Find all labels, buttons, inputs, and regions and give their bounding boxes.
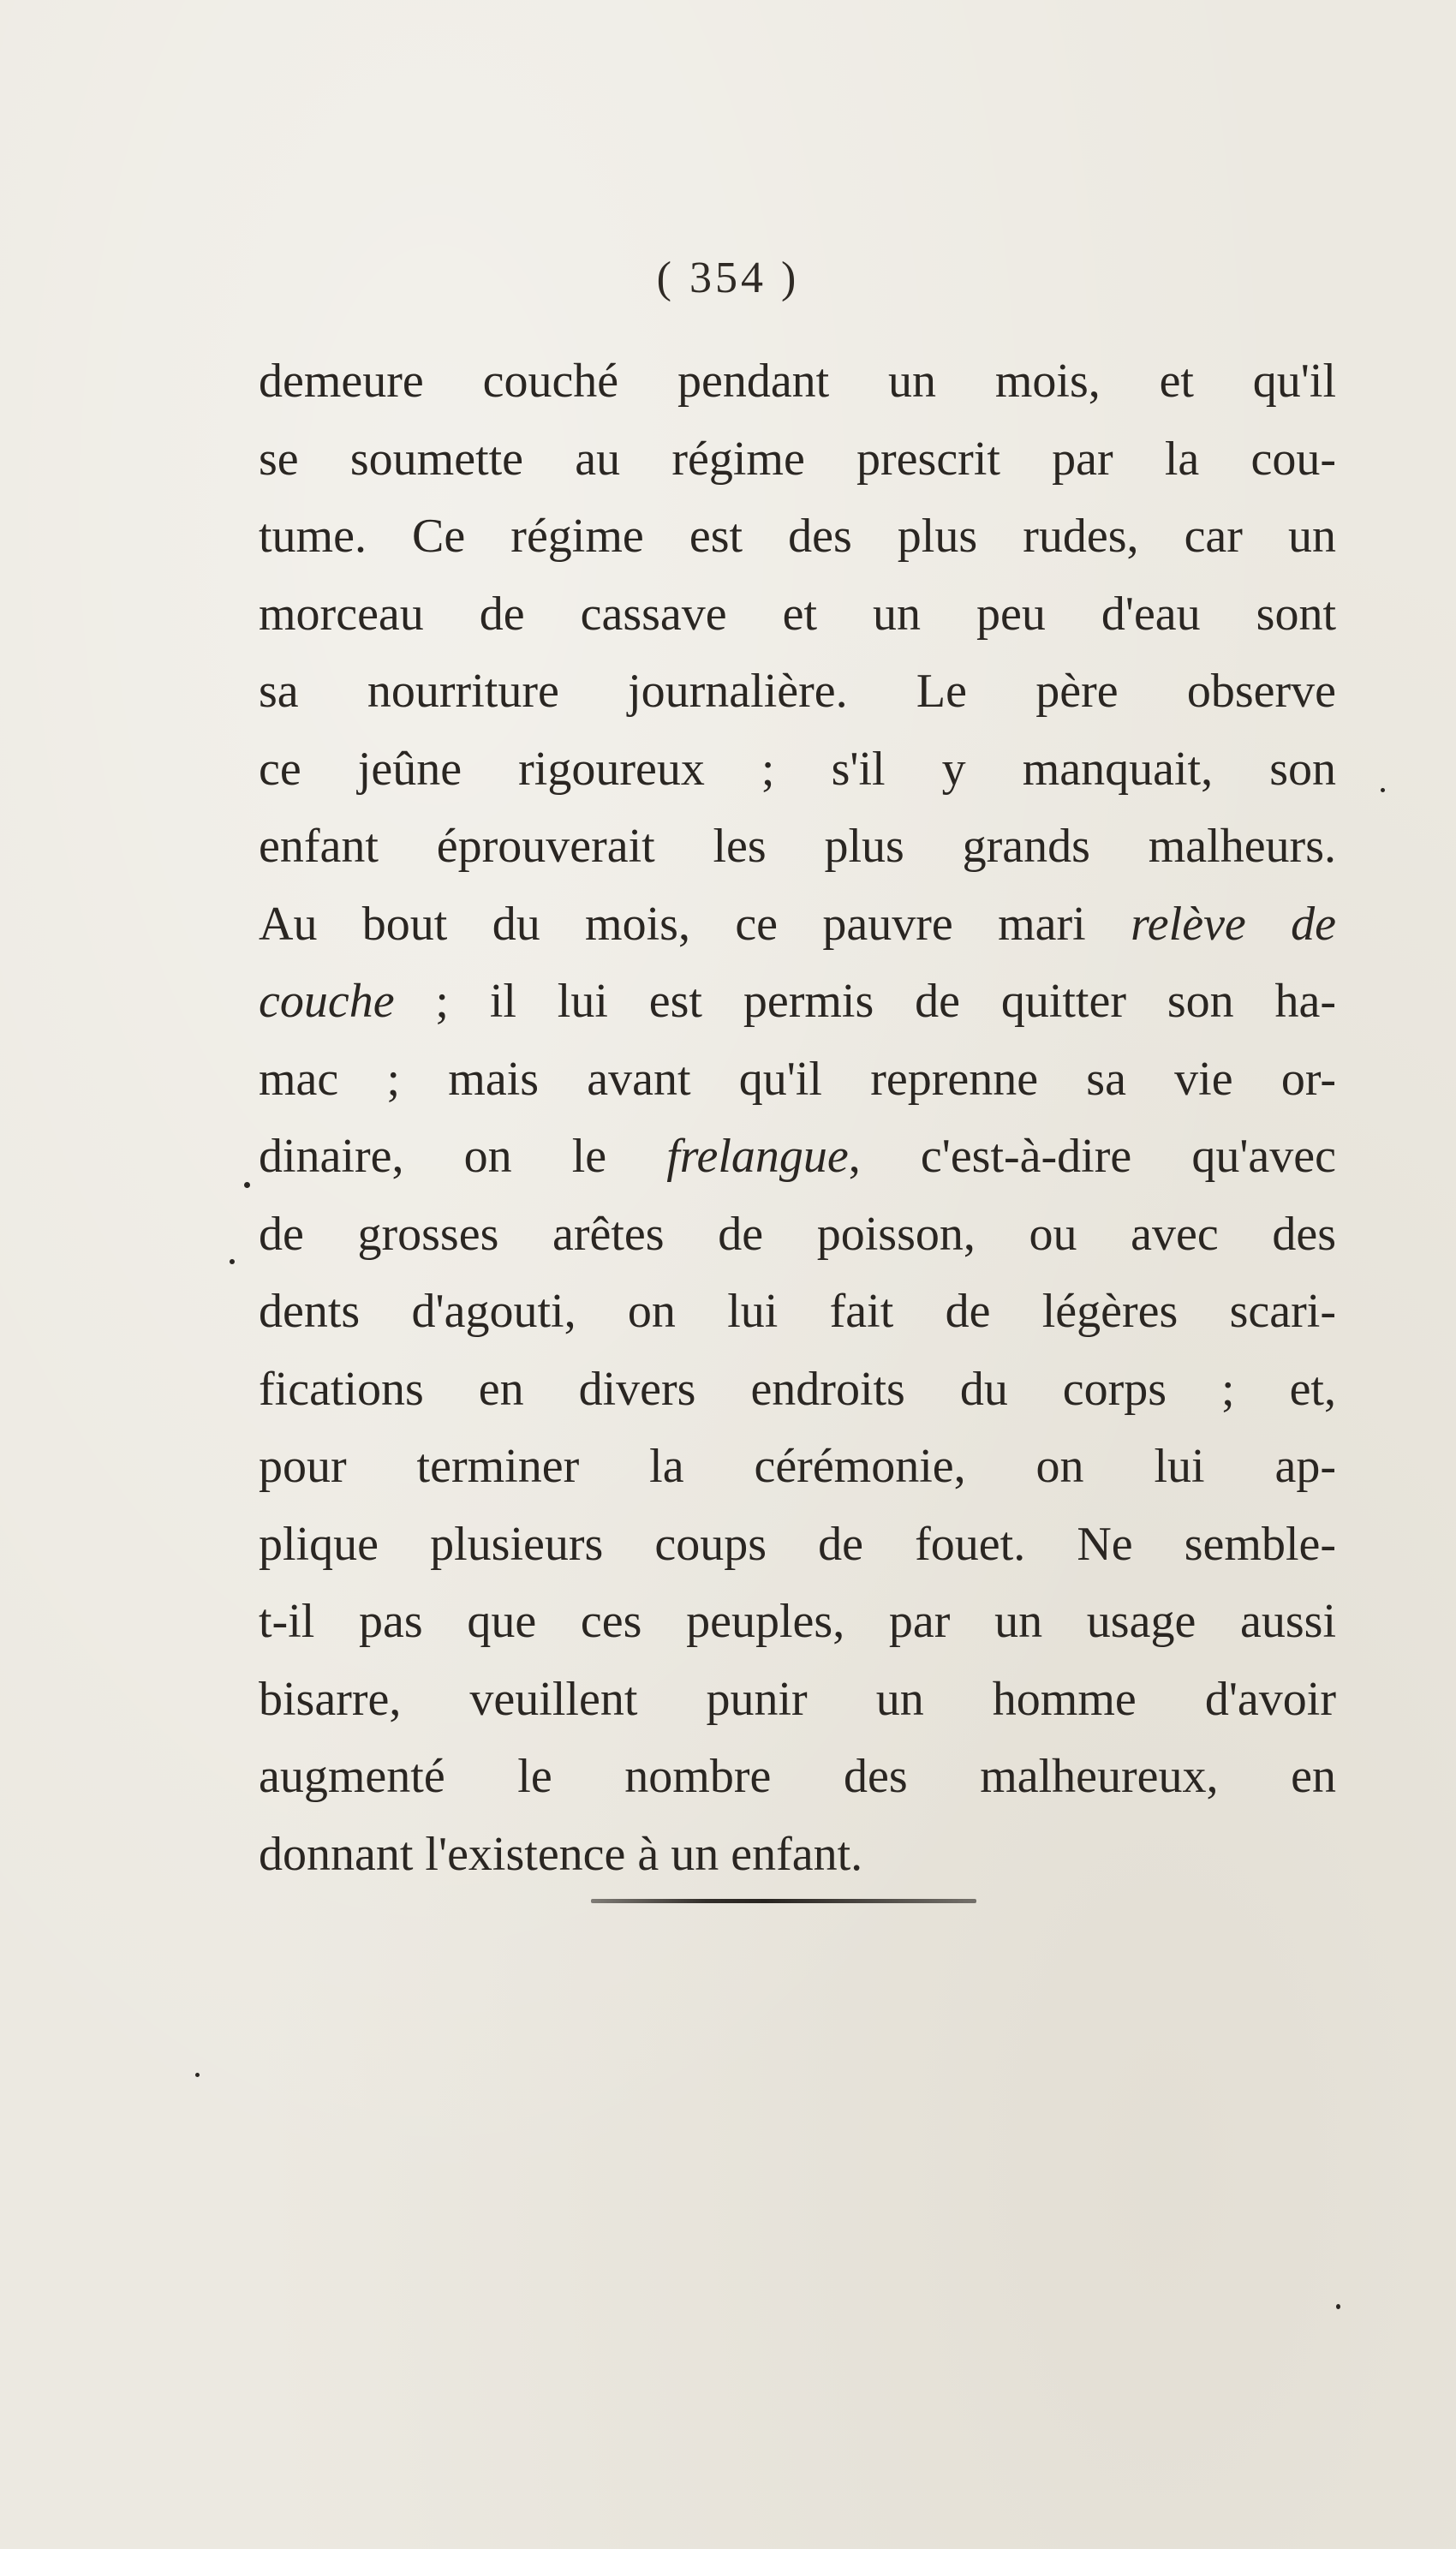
- text-line: dents d'agouti, on lui fait de légères scari-: [259, 1285, 1336, 1338]
- italic-phrase: relève de: [1131, 897, 1336, 951]
- italic-phrase: frelangue: [666, 1130, 849, 1183]
- body-text: [259, 343, 1336, 1893]
- text-line: augmenté le nombre des malheureux, en: [259, 1750, 1336, 1803]
- text-line: [259, 886, 1336, 964]
- text-line: plique plusieurs coups de fouet. Ne semble-: [259, 1517, 1336, 1571]
- text-line: t-il pas que ces peuples, par un usage aussi: [259, 1595, 1336, 1648]
- text-line: sa nourriture journalière. Le père observe: [259, 665, 1336, 718]
- text-line: [259, 1118, 1336, 1196]
- text-segment: dinaire, on le: [259, 1130, 667, 1183]
- text-line: donnant l'existence à un enfant.: [259, 1827, 863, 1881]
- text-segment: Au bout du mois, ce pauvre mari: [259, 897, 1131, 951]
- margin-speck: [1381, 788, 1385, 792]
- text-line: demeure couché pendant un mois, et qu'il: [259, 355, 1336, 408]
- text-line: ce jeûne rigoureux ; s'il y manquait, son: [259, 742, 1336, 796]
- text-line: morceau de cassave et un peu d'eau sont: [259, 587, 1336, 641]
- margin-speck: [230, 1259, 235, 1264]
- margin-speck: [195, 2073, 200, 2077]
- italic-phrase: couche: [259, 975, 395, 1028]
- margin-speck: [244, 1182, 250, 1188]
- text-line: [259, 963, 1336, 1041]
- section-divider-rule: [591, 1899, 976, 1903]
- text-line: bisarre, veuillent punir un homme d'avoir: [259, 1672, 1336, 1726]
- text-line: se soumette au régime prescrit par la cou-: [259, 432, 1336, 486]
- text-line: enfant éprouverait les plus grands malheurs.: [259, 820, 1336, 873]
- text-line: pour terminer la cérémonie, on lui ap-: [259, 1440, 1336, 1493]
- text-line: fications en divers endroits du corps ; et,: [259, 1362, 1336, 1416]
- text-segment: , c'est-à-dire qu'avec: [848, 1130, 1337, 1183]
- text-line: mac ; mais avant qu'il reprenne sa vie or-: [259, 1052, 1336, 1106]
- text-line: tume. Ce régime est des plus rudes, car un: [259, 510, 1336, 563]
- text-line: de grosses arêtes de poisson, ou avec des: [259, 1207, 1336, 1261]
- margin-speck: [1336, 2304, 1340, 2309]
- page-number: ( 354 ): [656, 254, 800, 302]
- text-segment: ; il lui est permis de quitter son ha-: [394, 975, 1336, 1028]
